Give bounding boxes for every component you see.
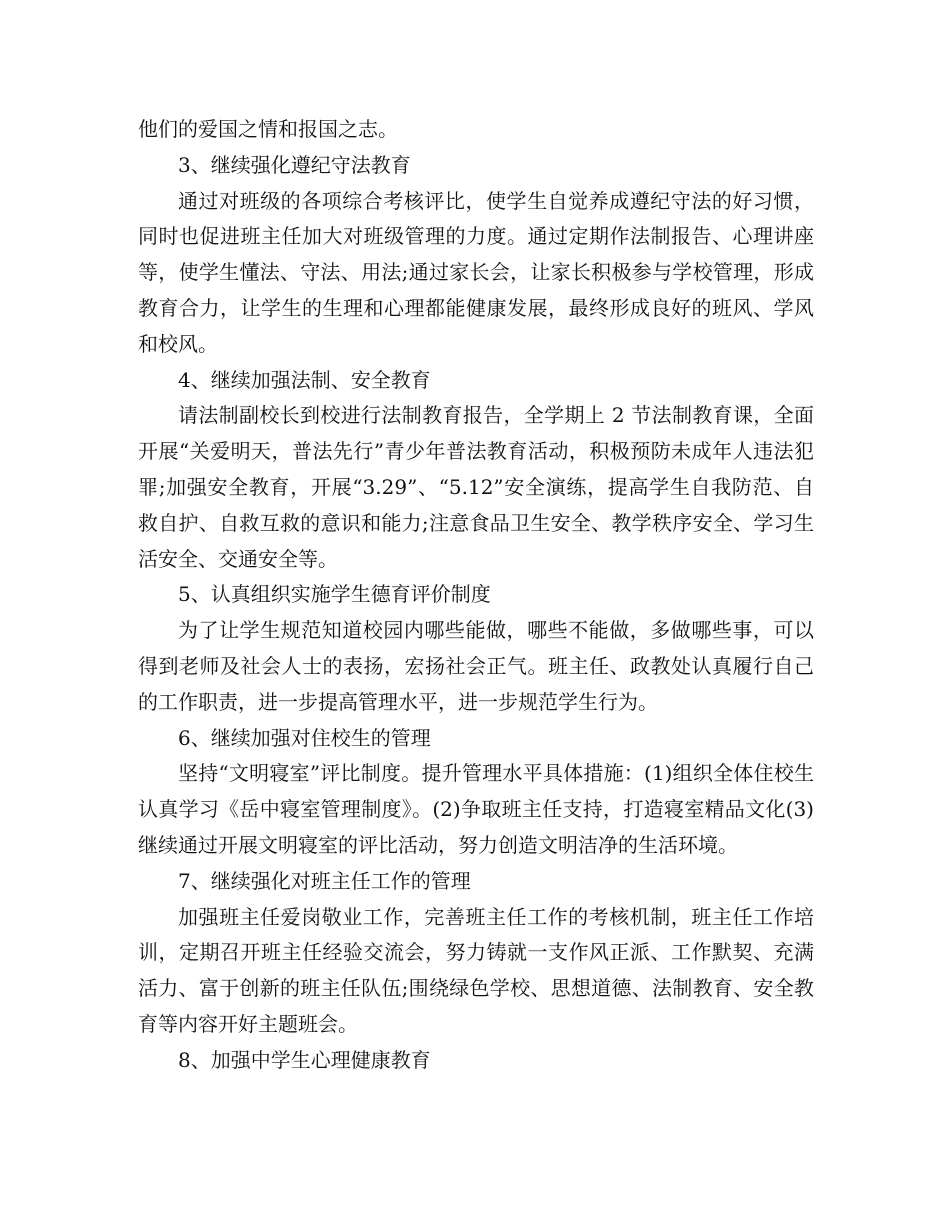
section-heading-3: 3、继续强化遵纪守法教育: [178, 152, 411, 177]
document-page: [138, 112, 814, 1079]
paragraph-moral-evaluation: 为了让学生规范知道校园内哪些能做，哪些不能做，多做哪些事，可以得到老师及社会人士的表扬，宏扬社会正气。班主任、政教处认真履行自己的工作职责，进一步提高管理水平，进一步规范学生行为。: [138, 618, 814, 714]
paragraph-safety-education: 请法制副校长到校进行法制教育报告，全学期上 2 节法制教育课，全面开展“关爱明天，普法先行”青少年普法教育活动，积极预防未成年人违法犯罪;加强安全教育，开展“3.29”、“5.12”安全演练，提高学生自我防范、自救自护、自救互救的意识和能力;注意食品卫生安全、教学秩序安全、学习生活安全、交通安全等。: [138, 403, 814, 571]
paragraph-dormitory-management: 坚持“文明寝室”评比制度。提升管理水平具体措施：(1)组织全体住校生认真学习《岳中寝室管理制度》。(2)争取班主任支持，打造寝室精品文化(3)继续通过开展文明寝室的评比活动，努力创造文明洁净的生活环境。: [138, 761, 814, 857]
section-heading-7: 7、继续强化对班主任工作的管理: [178, 868, 471, 893]
paragraph-law-education: 通过对班级的各项综合考核评比，使学生自觉养成遵纪守法的好习惯，同时也促进班主任加大对班级管理的力度。通过定期作法制报告、心理讲座等，使学生懂法、守法、用法;通过家长会，让家长积极参与学校管理，形成教育合力，让学生的生理和心理都能健康发展，最终形成良好的班风、学风和校风。: [138, 188, 814, 356]
section-heading-5: 5、认真组织实施学生德育评价制度: [178, 582, 491, 607]
section-heading-8: 8、加强中学生心理健康教育: [178, 1047, 431, 1072]
section-heading-6: 6、继续加强对住校生的管理: [178, 725, 431, 750]
paragraph-head-teacher-management: 加强班主任爱岗敬业工作，完善班主任工作的考核机制，班主任工作培训，定期召开班主任经验交流会，努力铸就一支作风正派、工作默契、充满活力、富于创新的班主任队伍;围绕绿色学校、思想道德、法制教育、安全教育等内容开好主题班会。: [138, 904, 814, 1036]
paragraph-continuation: 他们的爱国之情和报国之志。: [138, 117, 398, 141]
section-heading-4: 4、继续加强法制、安全教育: [178, 367, 431, 392]
